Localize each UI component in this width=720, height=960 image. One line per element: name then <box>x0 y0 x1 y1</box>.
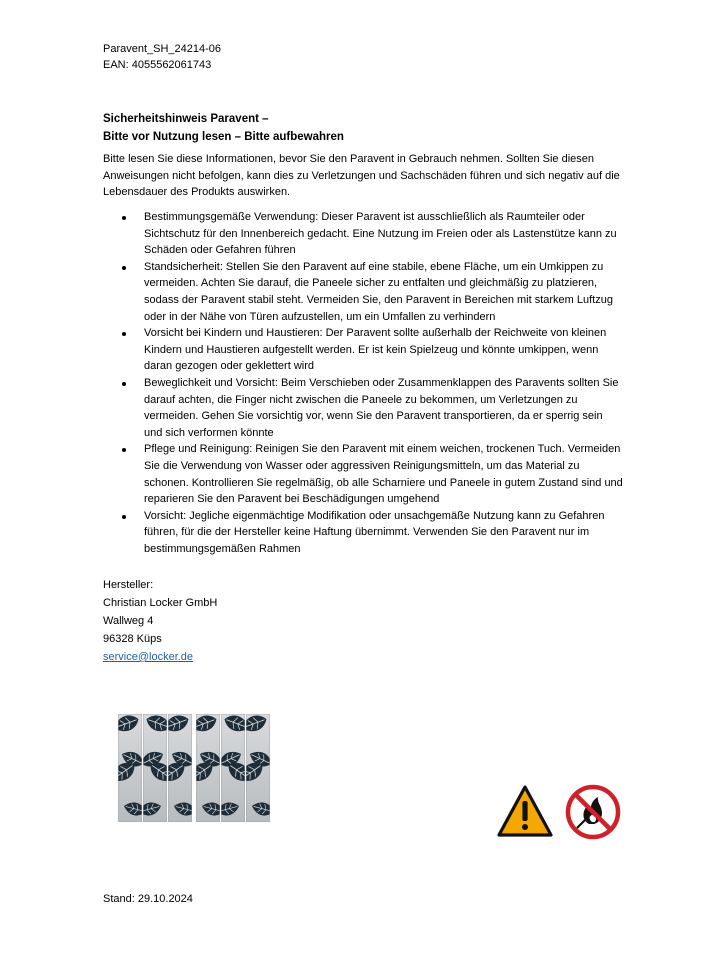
bullet-icon <box>122 448 126 452</box>
warning-triangle-icon <box>497 784 553 838</box>
manufacturer-city: 96328 Küps <box>103 633 162 645</box>
title-line-1: Sicherheitshinweis Paravent – <box>103 113 269 125</box>
paravent-product-image <box>118 714 270 822</box>
manufacturer-label: Hersteller: <box>103 579 154 591</box>
ean-code: EAN: 4055562061743 <box>103 59 212 71</box>
document-header <box>103 41 221 73</box>
manufacturer-company: Christian Locker GmbH <box>103 597 218 609</box>
list-item <box>103 375 623 441</box>
list-item <box>103 508 623 558</box>
manufacturer-email-link[interactable]: service@locker.de <box>103 651 194 663</box>
bullet-icon <box>122 382 126 386</box>
list-item-text: Beweglichkeit und Vorsicht: Beim Verschieben oder Zusammenklappen des Paravents sollten Sie darauf achten, die Finger nicht zwischen die Paneele zu bekommen, um Verletzungen zu vermeiden. Gehen Sie vorsichtig vor, wenn Sie den Paravent transportieren, da er sperrig sein und sich verformen könnte <box>144 376 619 439</box>
title-line-2: Bitte vor Nutzung lesen – Bitte aufbewahren <box>103 131 344 143</box>
list-item-text: Vorsicht: Jegliche eigenmächtige Modifikation oder unsachgemäße Nutzung kann zu Gefahren führen, für die der Hersteller keine Haftung übernimmt. Verwenden Sie den Paravent nur im bestimmungsgemäßen Rahmen <box>144 509 605 555</box>
intro-paragraph: Bitte lesen Sie diese Informationen, bevor Sie den Paravent in Gebrauch nehmen. Sollten Sie diesen Anweisungen nicht befolgen, kann dies zu Verletzungen und Sachschäden führen und sich negativ auf die Lebensdauer des Produkts auswirken. <box>103 153 620 199</box>
list-item-text: Pflege und Reinigung: Reinigen Sie den Paravent mit einem weichen, trockenen Tuch. Vermeiden Sie die Verwendung von Wasser oder aggressiven Reinigungsmitteln, um das Material zu schonen. Kontrollieren Sie regelmäßig, ob alle Scharniere und Paneele in gutem Zustand sind und reparieren Sie den Paravent bei Beschädigungen umgehend <box>144 443 623 506</box>
list-item <box>103 325 623 375</box>
no-open-fire-icon <box>565 784 621 840</box>
bullet-icon <box>122 332 126 336</box>
article-number: Paravent_SH_24214-06 <box>103 43 222 55</box>
bullet-icon <box>122 266 126 270</box>
list-item <box>103 259 623 325</box>
list-item-text: Vorsicht bei Kindern und Haustieren: Der Paravent sollte außerhalb der Reichweite von kleinen Kindern und Haustieren aufgestellt werden. Er ist kein Spielzeug und könnte umkippen, wenn daran gezogen oder geklettert wird <box>144 327 607 373</box>
list-item <box>103 441 623 507</box>
bullet-icon <box>122 515 126 519</box>
list-item-text: Bestimmungsgemäße Verwendung: Dieser Paravent ist ausschließlich als Raumteiler oder Sichtschutz für den Innenbereich gedacht. Eine Nutzung im Freien oder als Lastenstütze kann zu Schäden oder Gefahren führen <box>144 211 617 257</box>
safety-list <box>103 209 623 557</box>
document-date: Stand: 29.10.2024 <box>103 893 193 905</box>
manufacturer-street: Wallweg 4 <box>103 615 154 627</box>
manufacturer-block <box>103 576 217 666</box>
list-item <box>103 209 623 259</box>
bullet-icon <box>122 216 126 220</box>
document-title <box>103 110 344 146</box>
list-item-text: Standsicherheit: Stellen Sie den Paravent auf eine stabile, ebene Fläche, um ein Umkippen zu vermeiden. Achten Sie darauf, die Paneele sicher zu entfalten und gleichmäßig zu platzieren, sodass der Paravent stabil steht. Vermeiden Sie, den Paravent in Bereichen mit starkem Luftzug oder in der Nähe von Türen aufzustellen, um ein Umfallen zu verhindern <box>144 260 613 323</box>
